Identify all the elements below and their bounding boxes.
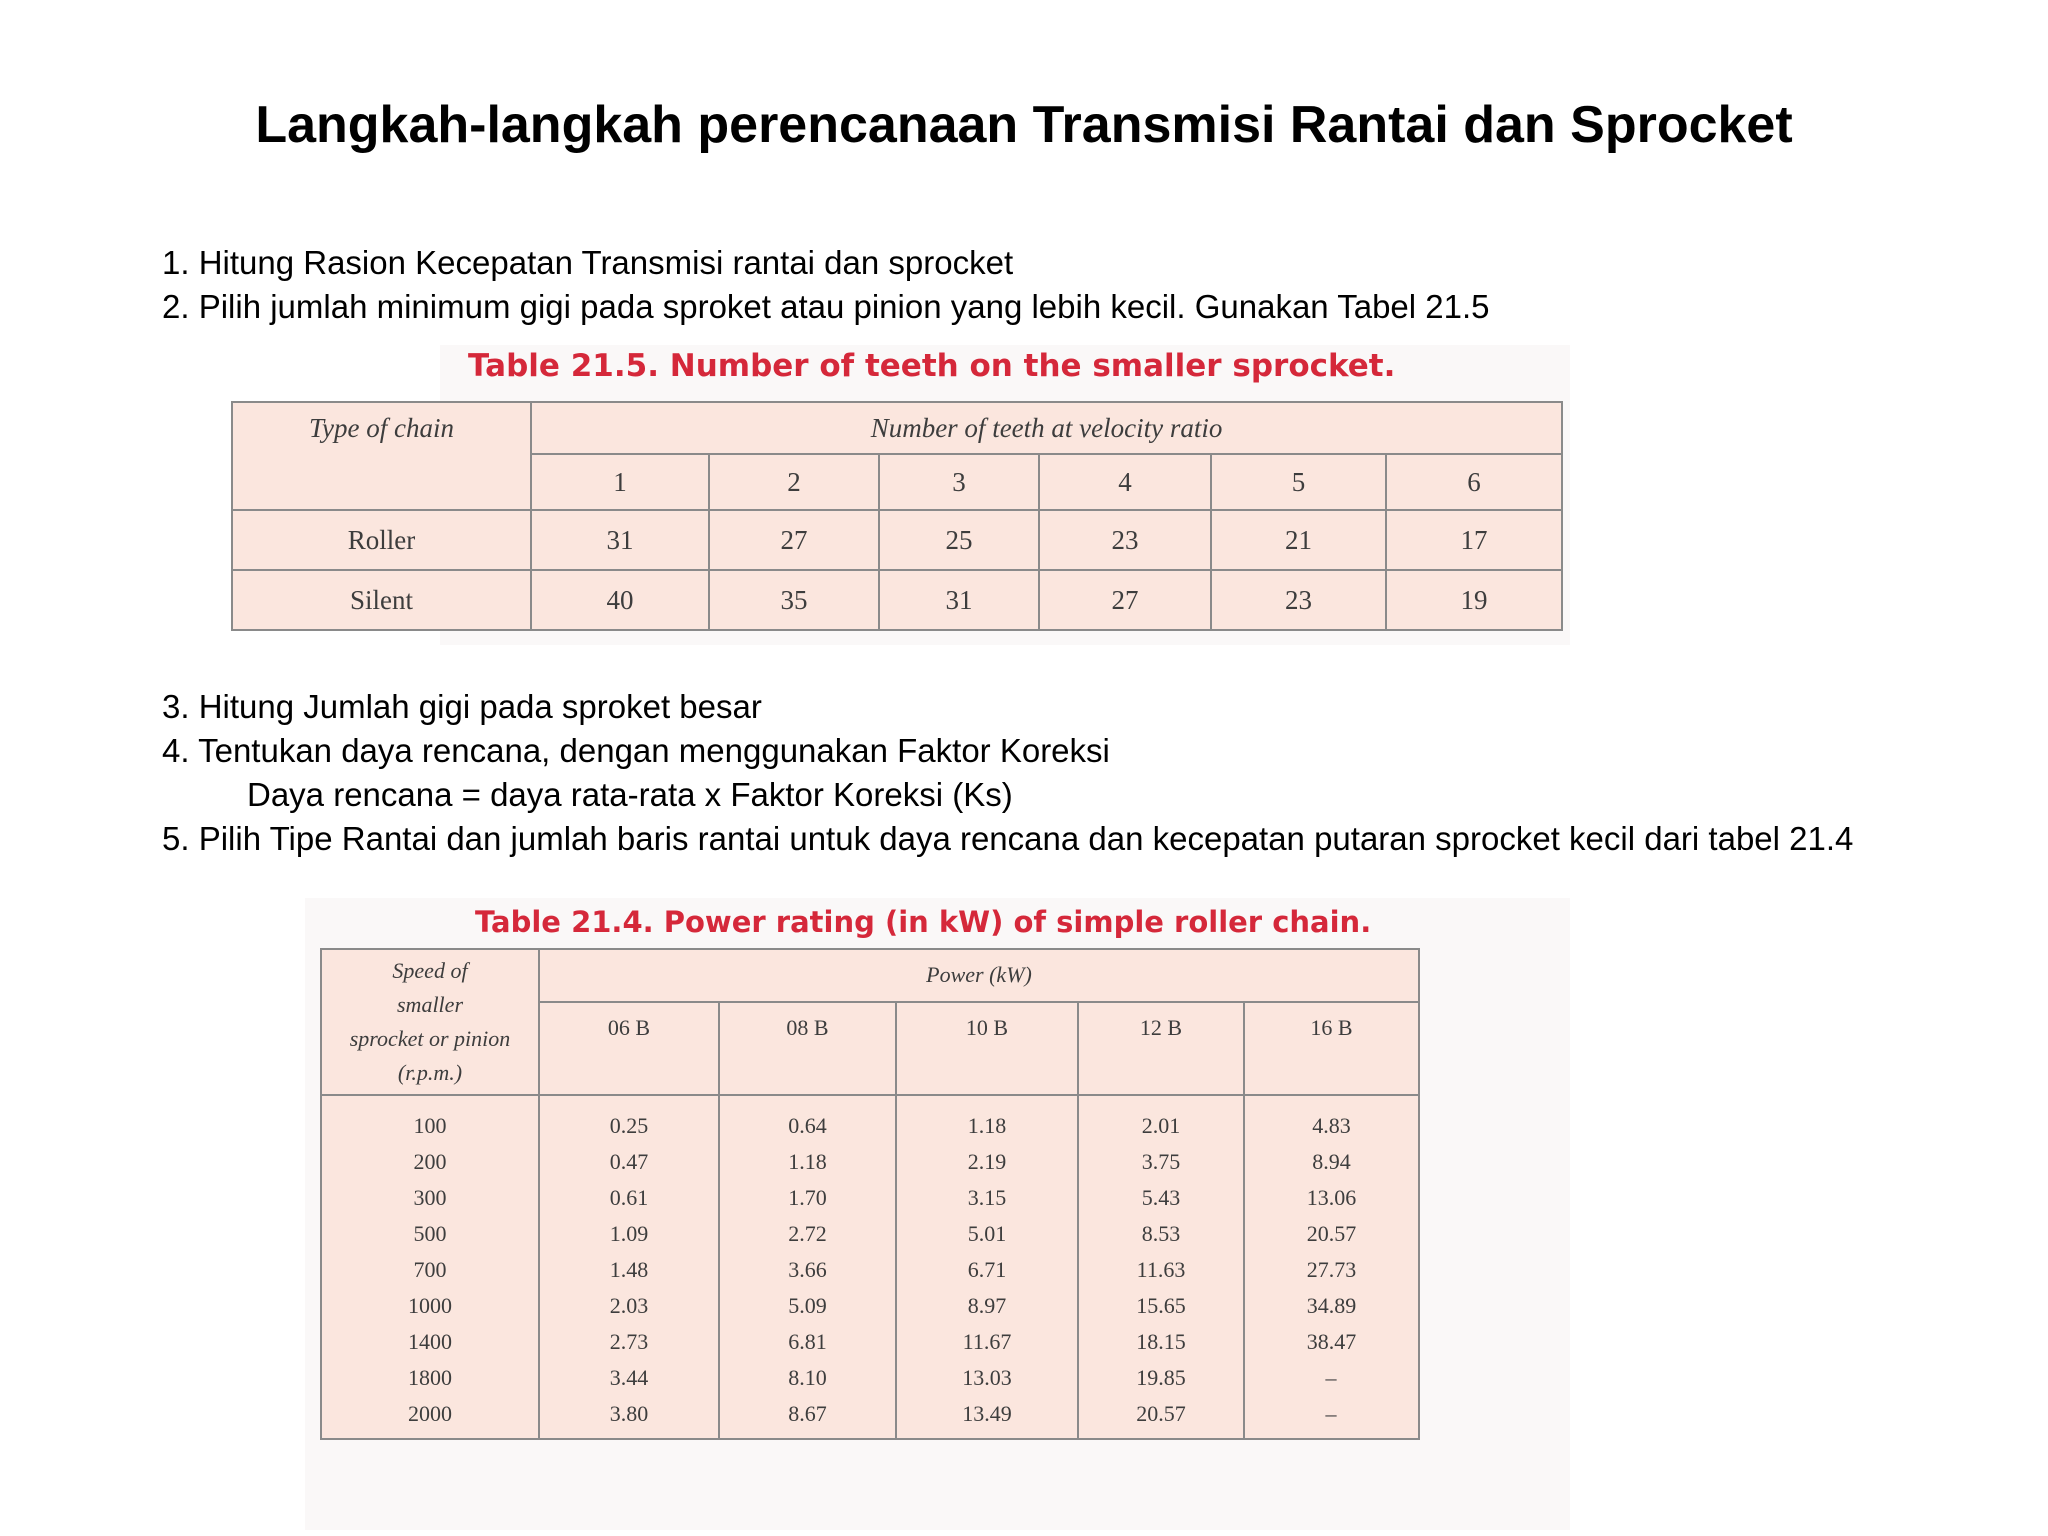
teeth-cell: 35 xyxy=(709,570,879,630)
power-cell: 3.15 xyxy=(896,1180,1078,1216)
power-cell: 3.80 xyxy=(539,1396,719,1439)
teeth-cell: 27 xyxy=(1039,570,1211,630)
table-row xyxy=(232,570,1562,630)
teeth-cell: 23 xyxy=(1211,570,1386,630)
speed-cell: 1400 xyxy=(321,1324,539,1360)
table-row xyxy=(321,1324,1419,1360)
teeth-cell: 25 xyxy=(879,510,1039,570)
power-cell: 0.47 xyxy=(539,1144,719,1180)
table-21-5-caption: Table 21.5. Number of teeth on the smaller sprocket. xyxy=(468,348,1396,384)
step-3: 3. Hitung Jumlah gigi pada sproket besar xyxy=(162,688,762,725)
power-cell: 19.85 xyxy=(1078,1360,1244,1396)
power-cell: 11.67 xyxy=(896,1324,1078,1360)
power-cell: 3.75 xyxy=(1078,1144,1244,1180)
power-cell: – xyxy=(1244,1360,1419,1396)
power-cell: 20.57 xyxy=(1244,1216,1419,1252)
table-row xyxy=(321,1252,1419,1288)
page-title: Langkah-langkah perencanaan Transmisi Rantai dan Sprocket xyxy=(255,96,1793,154)
velocity-ratio-group-header: Number of teeth at velocity ratio xyxy=(531,402,1562,454)
table-row xyxy=(321,1095,1419,1144)
power-cell: 1.18 xyxy=(719,1144,896,1180)
type-of-chain-header: Type of chain xyxy=(232,402,531,510)
teeth-cell: 31 xyxy=(531,510,709,570)
speed-cell: 1800 xyxy=(321,1360,539,1396)
speed-cell: 200 xyxy=(321,1144,539,1180)
speed-cell: 500 xyxy=(321,1216,539,1252)
power-cell: 3.44 xyxy=(539,1360,719,1396)
table-21-4-caption: Table 21.4. Power rating (in kW) of simple roller chain. xyxy=(475,905,1372,939)
power-cell: 0.25 xyxy=(539,1095,719,1144)
power-cell: 27.73 xyxy=(1244,1252,1419,1288)
step-4: 4. Tentukan daya rencana, dengan menggunakan Faktor Koreksi xyxy=(162,732,1110,769)
teeth-cell: 17 xyxy=(1386,510,1562,570)
teeth-cell: 23 xyxy=(1039,510,1211,570)
power-cell: 34.89 xyxy=(1244,1288,1419,1324)
ratio-header: 6 xyxy=(1386,454,1562,510)
power-cell: 3.66 xyxy=(719,1252,896,1288)
teeth-cell: 27 xyxy=(709,510,879,570)
chain-type-cell: Roller xyxy=(232,510,531,570)
chain-header: 06 B xyxy=(539,1002,719,1095)
ratio-header: 2 xyxy=(709,454,879,510)
power-cell: 8.10 xyxy=(719,1360,896,1396)
power-cell: 8.53 xyxy=(1078,1216,1244,1252)
speed-header-line: smaller xyxy=(397,992,463,1017)
speed-header-line: sprocket or pinion xyxy=(349,1026,511,1051)
power-cell: 0.64 xyxy=(719,1095,896,1144)
speed-cell: 300 xyxy=(321,1180,539,1216)
step-4-formula: Daya rencana = daya rata-rata x Faktor Koreksi (Ks) xyxy=(247,776,1013,813)
power-cell: 4.83 xyxy=(1244,1095,1419,1144)
table-21-5 xyxy=(231,401,1563,631)
power-cell: 8.97 xyxy=(896,1288,1078,1324)
ratio-header: 4 xyxy=(1039,454,1211,510)
chain-header: 12 B xyxy=(1078,1002,1244,1095)
power-cell: 0.61 xyxy=(539,1180,719,1216)
power-cell: 8.94 xyxy=(1244,1144,1419,1180)
ratio-header: 1 xyxy=(531,454,709,510)
speed-cell: 1000 xyxy=(321,1288,539,1324)
speed-header-line: (r.p.m.) xyxy=(397,1060,463,1085)
table-row xyxy=(321,1288,1419,1324)
table-row xyxy=(321,1360,1419,1396)
power-cell: 5.01 xyxy=(896,1216,1078,1252)
power-cell: 5.09 xyxy=(719,1288,896,1324)
speed-cell: 100 xyxy=(321,1095,539,1144)
table-row xyxy=(321,1396,1419,1439)
power-cell: 13.49 xyxy=(896,1396,1078,1439)
power-cell: 18.15 xyxy=(1078,1324,1244,1360)
step-1: 1. Hitung Rasion Kecepatan Transmisi rantai dan sprocket xyxy=(162,244,1014,281)
speed-cell: 700 xyxy=(321,1252,539,1288)
table-row xyxy=(321,1144,1419,1180)
teeth-cell: 21 xyxy=(1211,510,1386,570)
speed-header-line: Speed of xyxy=(392,958,468,983)
chain-type-cell: Silent xyxy=(232,570,531,630)
chain-header: 10 B xyxy=(896,1002,1078,1095)
ratio-header: 3 xyxy=(879,454,1039,510)
power-cell: 1.70 xyxy=(719,1180,896,1216)
teeth-cell: 31 xyxy=(879,570,1039,630)
step-5: 5. Pilih Tipe Rantai dan jumlah baris rantai untuk daya rencana dan kecepatan putaran sprocket kecil dari tabel 21.4 xyxy=(162,820,1854,857)
power-cell: 2.73 xyxy=(539,1324,719,1360)
ratio-header: 5 xyxy=(1211,454,1386,510)
power-cell: 13.03 xyxy=(896,1360,1078,1396)
power-cell: 38.47 xyxy=(1244,1324,1419,1360)
table-row xyxy=(232,510,1562,570)
table-row xyxy=(321,1180,1419,1216)
power-cell: 6.71 xyxy=(896,1252,1078,1288)
power-cell: 6.81 xyxy=(719,1324,896,1360)
chain-header: 16 B xyxy=(1244,1002,1419,1095)
teeth-cell: 19 xyxy=(1386,570,1562,630)
speed-header xyxy=(321,949,539,1095)
power-cell: 2.03 xyxy=(539,1288,719,1324)
power-group-header: Power (kW) xyxy=(539,949,1419,1002)
power-cell: 8.67 xyxy=(719,1396,896,1439)
power-cell: 13.06 xyxy=(1244,1180,1419,1216)
teeth-cell: 40 xyxy=(531,570,709,630)
power-cell: 1.48 xyxy=(539,1252,719,1288)
step-2: 2. Pilih jumlah minimum gigi pada sproket atau pinion yang lebih kecil. Gunakan Tabel 21.5 xyxy=(162,288,1490,325)
power-cell: 15.65 xyxy=(1078,1288,1244,1324)
power-cell: 5.43 xyxy=(1078,1180,1244,1216)
power-cell: 1.09 xyxy=(539,1216,719,1252)
power-cell: – xyxy=(1244,1396,1419,1439)
power-cell: 2.19 xyxy=(896,1144,1078,1180)
power-cell: 11.63 xyxy=(1078,1252,1244,1288)
power-cell: 1.18 xyxy=(896,1095,1078,1144)
chain-header: 08 B xyxy=(719,1002,896,1095)
speed-cell: 2000 xyxy=(321,1396,539,1439)
power-cell: 2.72 xyxy=(719,1216,896,1252)
power-cell: 2.01 xyxy=(1078,1095,1244,1144)
power-cell: 20.57 xyxy=(1078,1396,1244,1439)
table-21-4 xyxy=(320,948,1420,1440)
table-row xyxy=(321,1216,1419,1252)
